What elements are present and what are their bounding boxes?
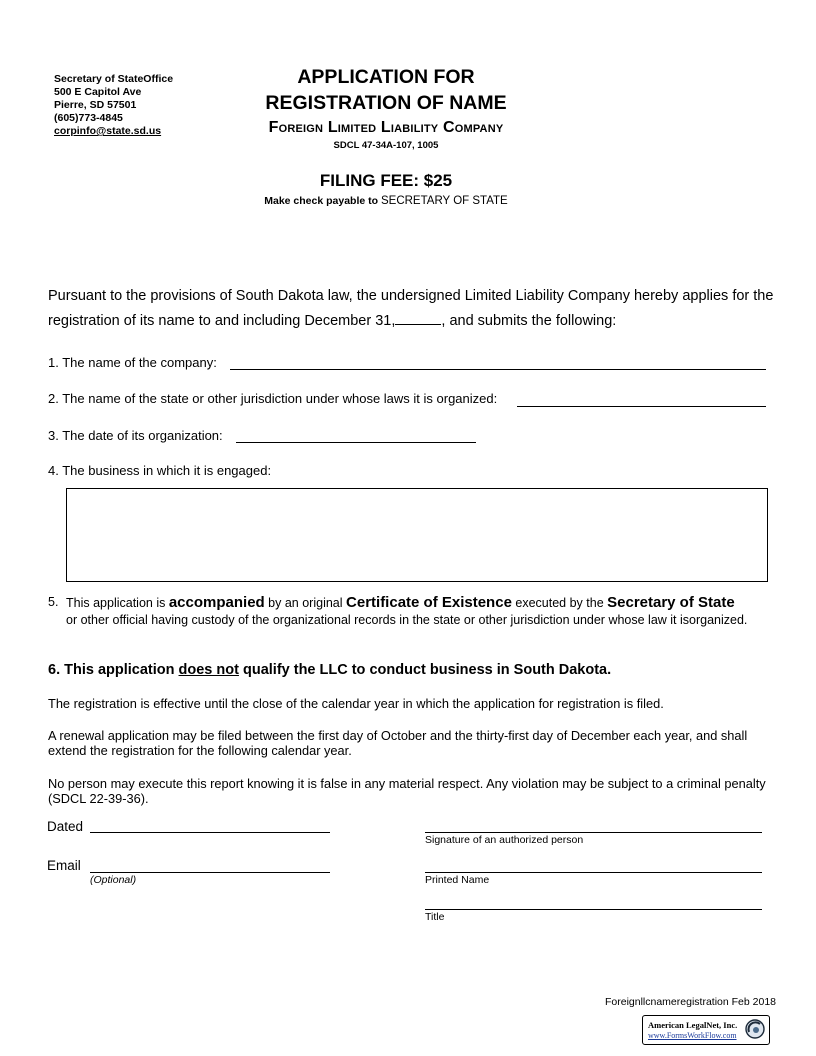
office-city: Pierre, SD 57501: [54, 99, 137, 111]
year-blank[interactable]: [395, 310, 441, 325]
form-subtitle: Foreign Limited Liability Company: [268, 119, 504, 136]
filing-fee: FILING FEE: $25: [319, 171, 453, 190]
question-1-label: 1. The name of the company:: [48, 355, 217, 370]
item-5-text-c: by an original: [264, 596, 347, 610]
form-title-line2: REGISTRATION OF NAME: [265, 92, 507, 114]
payable-note: [200, 195, 572, 207]
office-address: [54, 73, 173, 138]
optional-note: (Optional): [90, 874, 137, 886]
title-field[interactable]: [425, 909, 762, 910]
intro-paragraph: [48, 284, 778, 334]
globe-icon: [745, 1019, 765, 1039]
payable-prefix: Make check payable to: [264, 195, 381, 207]
dated-field[interactable]: [90, 832, 330, 833]
email-label: Email: [47, 858, 81, 873]
logo-company-name: American LegalNet, Inc.: [648, 1020, 738, 1030]
form-code: Foreignllcnameregistration Feb 2018: [604, 996, 776, 1008]
item-5-text-a: This application is: [66, 596, 169, 610]
item-5-certificate: Certificate of Existence: [346, 594, 512, 611]
jurisdiction-field[interactable]: [517, 406, 766, 407]
effective-paragraph: The registration is effective until the close of the calendar year in which the application for registration is filed.: [48, 696, 664, 711]
item-5-text-g: or other official having custody of the organizational records in the state or other jurisdiction under whose law it isorganized.: [66, 613, 748, 627]
item-6-text-c: qualify the LLC to conduct business in South Dakota.: [238, 662, 612, 678]
organization-date-field[interactable]: [236, 442, 476, 443]
question-3-label: 3. The date of its organization:: [48, 428, 223, 443]
payable-to: SECRETARY OF STATE: [380, 195, 508, 207]
item-6-does-not: does not: [178, 662, 239, 678]
legalnet-logo[interactable]: [642, 1015, 770, 1045]
question-4-label: 4. The business in which it is engaged:: [48, 463, 272, 478]
office-email[interactable]: corpinfo@state.sd.us: [54, 125, 162, 137]
logo-url[interactable]: www.FormsWorkFlow.com: [648, 1031, 737, 1040]
company-name-field[interactable]: [230, 369, 766, 370]
item-5-number: 5.: [48, 595, 59, 609]
statute-reference: SDCL 47-34A-107, 1005: [333, 140, 439, 151]
renewal-paragraph: A renewal application may be filed between the first day of October and the thirty-first day of December each year, and shall extend the registration for the following calendar year.: [48, 728, 748, 758]
printed-name-field[interactable]: [425, 872, 762, 873]
item-6: [48, 662, 611, 678]
item-6-text-a: 6. This application: [48, 662, 179, 678]
printed-name-label: Printed Name: [425, 874, 490, 886]
item-5-text-e: executed by the: [511, 596, 608, 610]
intro-part1: Pursuant to the provisions of South Dakota law, the undersigned Limited Liability Company hereby applies for the registration of its name to and including December 31,: [48, 288, 774, 329]
penalty-paragraph: No person may execute this report knowing it is false in any material respect. Any violation may be subject to a criminal penalty (SDCL 22-39-36).: [48, 776, 766, 806]
item-5-secretary: Secretary of State: [607, 594, 735, 611]
signature-field[interactable]: [425, 832, 762, 833]
item-5: [48, 594, 748, 629]
email-field[interactable]: [90, 872, 330, 873]
question-2-label: 2. The name of the state or other jurisdiction under whose laws it is organized:: [48, 391, 498, 406]
form-title-line1: APPLICATION FOR: [297, 66, 475, 88]
intro-part2: , and submits the following:: [441, 313, 617, 329]
office-name: Secretary of StateOffice: [54, 73, 174, 85]
item-5-accompanied: accompanied: [168, 594, 265, 611]
title-label: Title: [425, 911, 445, 923]
office-phone: (605)773-4845: [54, 112, 123, 124]
signature-label: Signature of an authorized person: [425, 834, 584, 846]
dated-label: Dated: [47, 819, 84, 834]
business-description-box[interactable]: [66, 488, 768, 582]
office-street: 500 E Capitol Ave: [54, 86, 142, 98]
